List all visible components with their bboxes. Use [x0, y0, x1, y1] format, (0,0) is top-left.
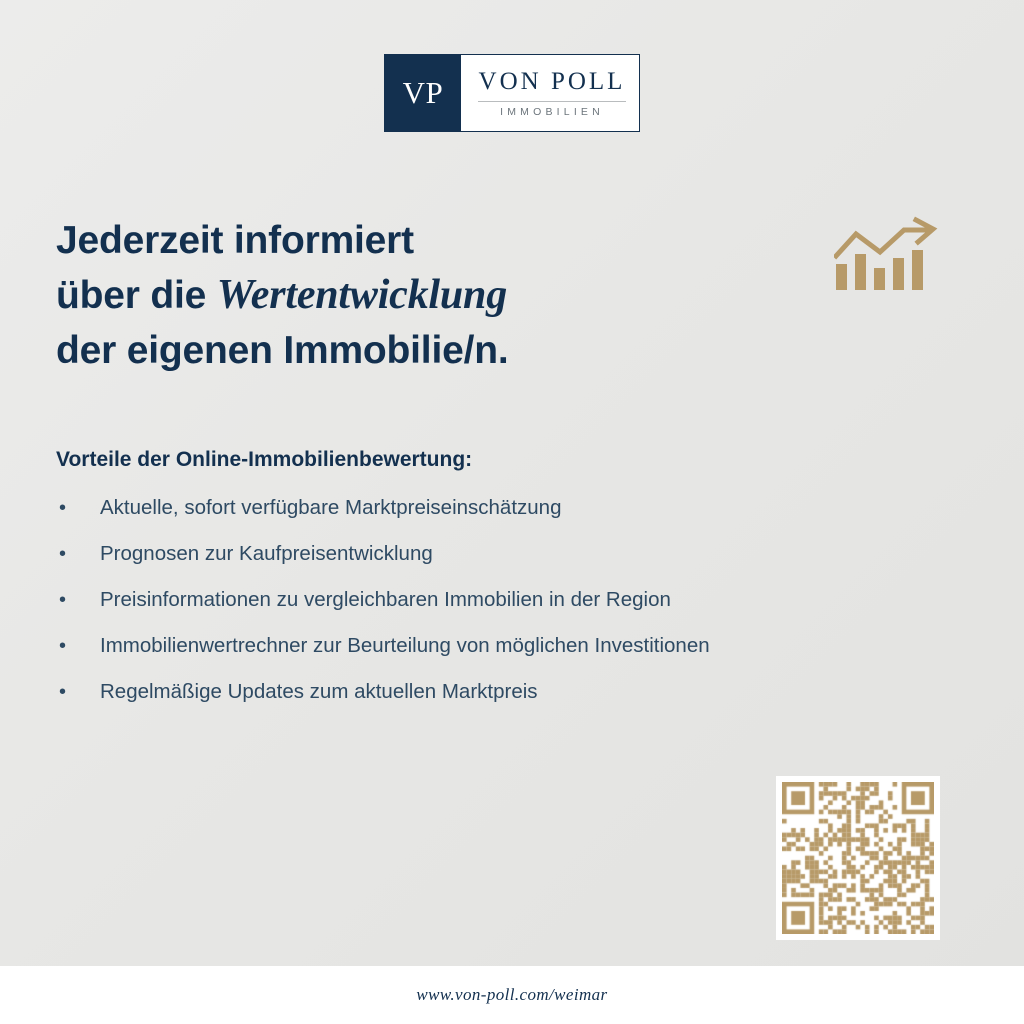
bullet-icon: •: [59, 497, 67, 519]
list-item: [56, 496, 936, 520]
footer-bar: [0, 966, 1024, 1024]
list-item-label: Preisinformationen zu vergleichbaren Immobilien in der Region: [100, 588, 671, 611]
list-item: [56, 680, 936, 704]
logo-box: [384, 54, 640, 132]
bullet-icon: •: [59, 589, 67, 611]
brand-logo: [0, 54, 1024, 132]
logo-subtitle: IMMOBILIEN: [500, 105, 604, 118]
page-title: [56, 214, 508, 377]
list-item: [56, 588, 936, 612]
benefits-title: Vorteile der Online-Immobilienbewertung:: [56, 448, 473, 471]
qr-code-icon[interactable]: [776, 776, 940, 940]
headline-line-3: der eigenen Immobilie/n.: [56, 329, 509, 373]
growth-chart-icon: [834, 216, 942, 296]
headline-emphasis: Wertentwicklung: [216, 272, 507, 319]
list-item: [56, 634, 936, 658]
logo-monogram: VP: [385, 55, 461, 131]
bullet-icon: •: [59, 543, 67, 565]
list-item: [56, 542, 936, 566]
list-item-label: Immobilienwertrechner zur Beurteilung von möglichen Investitionen: [100, 634, 710, 657]
list-item-label: Aktuelle, sofort verfügbare Marktpreiseinschätzung: [100, 496, 562, 519]
headline-line-2-prefix: über die: [56, 274, 217, 318]
logo-divider: [478, 101, 626, 102]
logo-text: [461, 55, 639, 131]
list-item-label: Regelmäßige Updates zum aktuellen Marktpreis: [100, 680, 538, 703]
footer-url[interactable]: www.von-poll.com/weimar: [416, 985, 608, 1004]
headline-line-1: Jederzeit informiert: [56, 219, 414, 262]
list-item-label: Prognosen zur Kaufpreisentwicklung: [100, 542, 433, 565]
headline-line-2: [56, 267, 508, 324]
bullet-icon: •: [59, 681, 67, 703]
bullet-icon: •: [59, 635, 67, 657]
logo-name: VON POLL: [478, 68, 626, 96]
benefits-section: [56, 448, 936, 726]
